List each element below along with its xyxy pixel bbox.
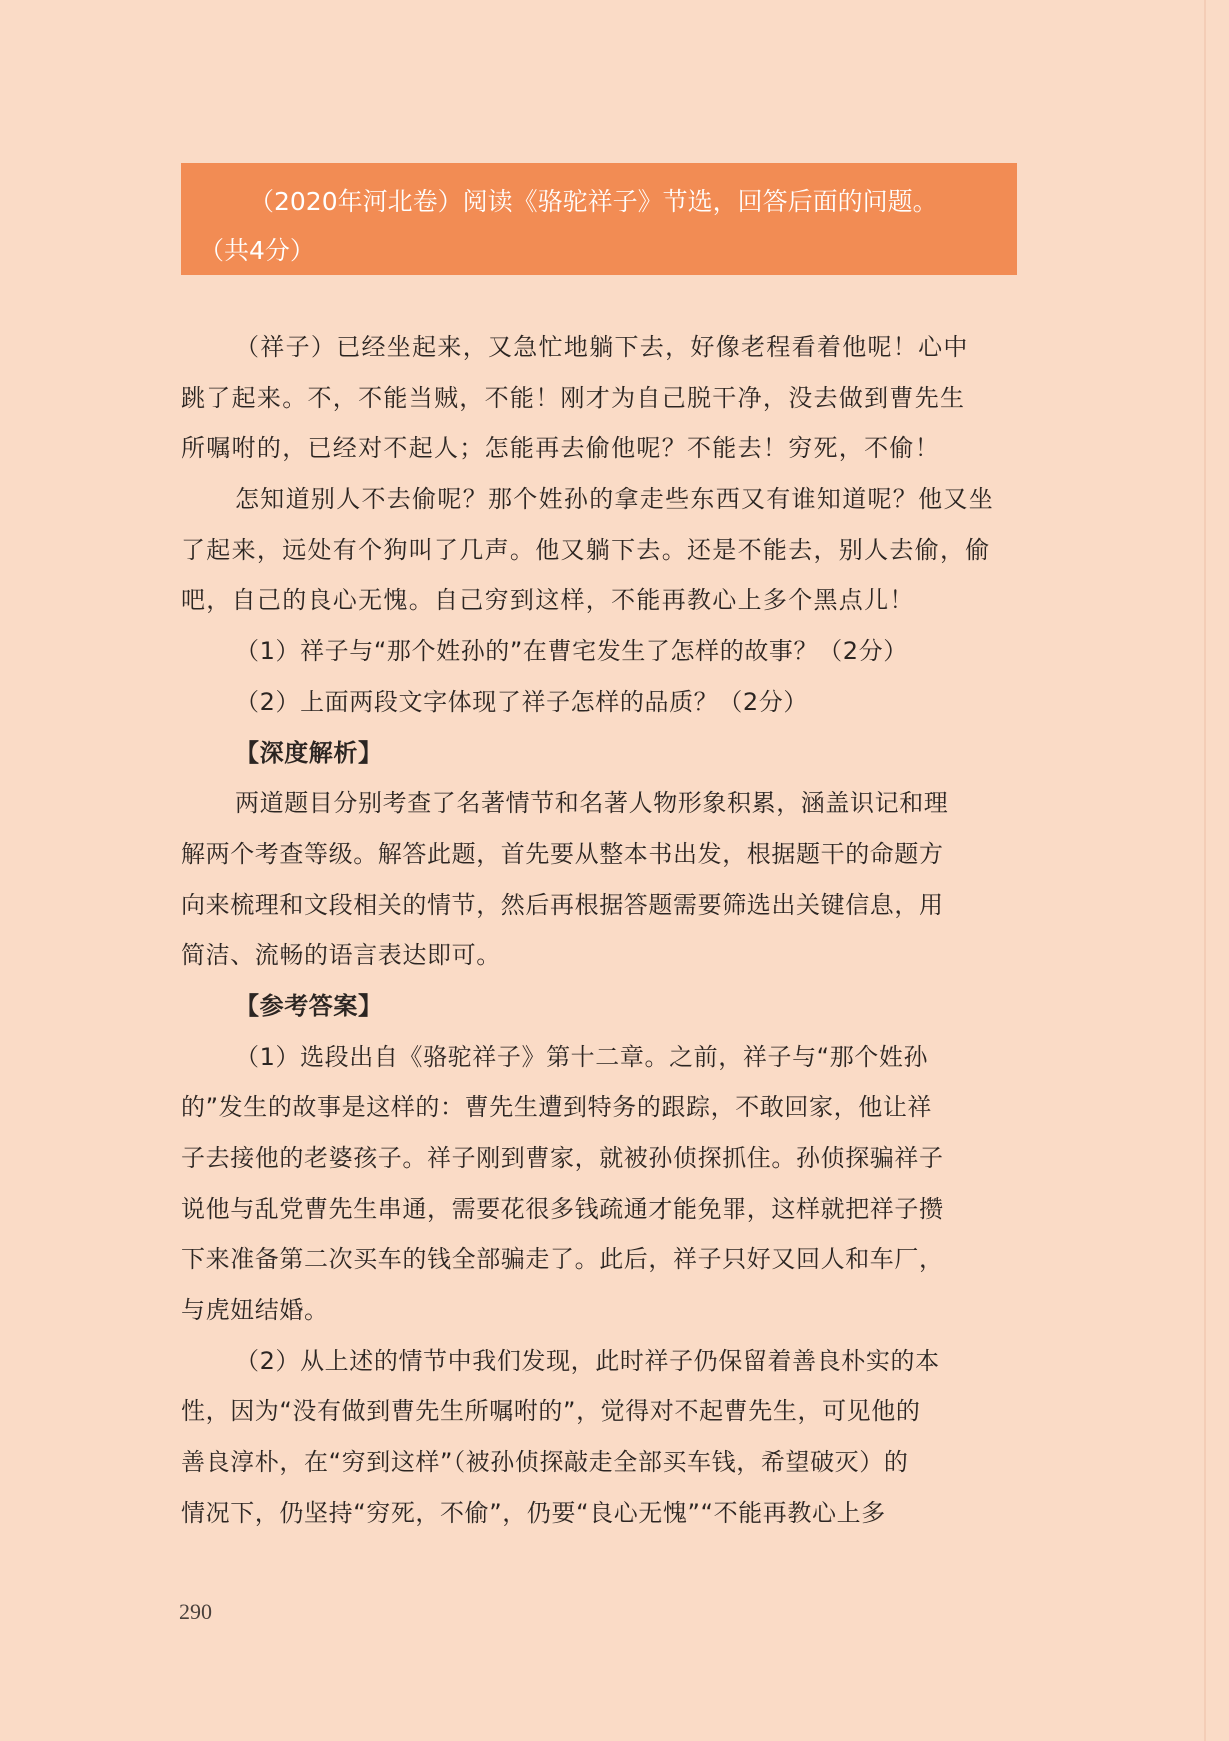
answer-1-line: 与虎妞结婚。	[181, 1296, 329, 1325]
analysis-heading: 【深度解析】	[235, 738, 383, 767]
passage-line: 吧，自己的良心无愧。自己穷到这样，不能再教心上多个黑点儿！	[181, 586, 915, 615]
answer-1-line: 的”发生的故事是这样的：曹先生遭到特务的跟踪，不敢回家，他让祥	[181, 1093, 933, 1122]
answer-1-line: （1）选段出自《骆驼祥子》第十二章。之前，祥子与“那个姓孙	[235, 1042, 929, 1071]
passage-line: 了起来，远处有个狗叫了几声。他又躺下去。还是不能去，别人去偷，偷	[181, 535, 991, 564]
answer-1-line: 说他与乱党曹先生串通，需要花很多钱疏通才能免罪，这样就把祥子攒	[181, 1194, 944, 1223]
answer-2-line: （2）从上述的情节中我们发现，此时祥子仍保留着善良朴实的本	[235, 1346, 940, 1375]
question-title-line: （2020年河北卷）阅读《骆驼祥子》节选，回答后面的问题。	[249, 187, 938, 216]
analysis-line: 两道题目分别考查了名著情节和名著人物形象积累，涵盖识记和理	[235, 789, 949, 818]
answer-heading: 【参考答案】	[235, 991, 383, 1020]
question-title-line: （共4分）	[199, 236, 315, 265]
question-title-box	[181, 163, 1017, 275]
answer-1-line: 下来准备第二次买车的钱全部骗走了。此后，祥子只好又回人和车厂，	[181, 1245, 944, 1274]
answer-2-line: 性，因为“没有做到曹先生所嘱咐的”，觉得对不起曹先生，可见他的	[181, 1397, 921, 1426]
analysis-line: 向来梳理和文段相关的情节，然后再根据答题需要筛选出关键信息，用	[181, 890, 944, 919]
question-1: （1）祥子与“那个姓孙的”在曹宅发生了怎样的故事？（2分）	[235, 637, 908, 666]
page-number: 290	[179, 1599, 212, 1624]
passage-line: 跳了起来。不，不能当贼，不能！刚才为自己脱干净，没去做到曹先生	[181, 383, 966, 412]
page-content	[181, 322, 1017, 1539]
analysis-line: 简洁、流畅的语言表达即可。	[181, 941, 501, 970]
answer-2-line: 善良淳朴，在“穷到这样”（被孙侦探敲走全部买车钱，希望破灭）的	[181, 1448, 909, 1477]
answer-2-line: 情况下，仍坚持“穷死，不偷”，仍要“良心无愧”“不能再教心上多	[181, 1498, 886, 1527]
passage-line: 怎知道别人不去偷呢？那个姓孙的拿走些东西又有谁知道呢？他又坐	[235, 485, 994, 514]
question-2: （2）上面两段文字体现了祥子怎样的品质？（2分）	[235, 687, 808, 716]
answer-1-line: 子去接他的老婆孩子。祥子刚到曹家，就被孙侦探抓住。孙侦探骗祥子	[181, 1144, 944, 1172]
analysis-line: 解两个考查等级。解答此题，首先要从整本书出发，根据题干的命题方	[181, 839, 944, 868]
page-edge-rule	[1204, 0, 1206, 1741]
passage-line: 所嘱咐的，已经对不起人；怎能再去偷他呢？不能去！穷死，不偷！	[181, 434, 940, 463]
passage-line: （祥子）已经坐起来，又急忙地躺下去，好像老程看着他呢！心中	[235, 333, 969, 361]
